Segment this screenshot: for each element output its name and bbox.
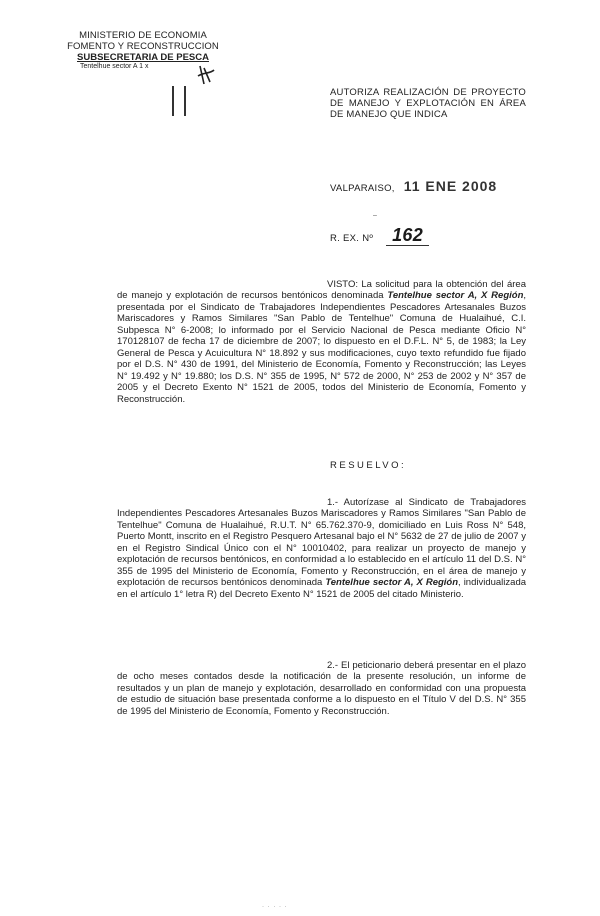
resolution-number [330, 225, 429, 246]
reference-note: Tentelhue sector A 1 x [80, 63, 149, 70]
tick-mark: – [373, 212, 377, 219]
resolution-1-tail: , individualizada en el artículo 1° letra R) del Decreto Exento N° 1521 de 2005 del citado Ministerio. [117, 577, 527, 600]
resolution-1 [117, 497, 526, 600]
resolution-1-area-name: Tentelhue sector A, X Región [325, 577, 459, 589]
subject-block: AUTORIZA REALIZACIÓN DE PROYECTO DE MANEJO Y EXPLOTACIÓN EN ÁREA DE MANEJO QUE INDICA [330, 87, 526, 120]
ministry-name: MINISTERIO DE ECONOMIA [79, 30, 207, 41]
visto-body: , presentada por el Sindicato de Trabajadores Independientes Pescadores Artesanales Buzos Mariscadores y Ramos Similares "San Pablo de Tentelhue" Comuna de Hualaihué, C.I. Subpesca N° 6-2008; lo informado por el Servicio Nacional de Pesca mediante Oficio N° 170128107 de fecha 17 de diciembre de 2007; lo dispuesto en el D.F.L. N° 5, de 1983; la Ley General de Pesca y Acuicultura N° 18.892 y sus modificaciones, cuyo texto refundido fue fijado por el D.S. N° 430 de 1991, del Ministerio de Economía, Fomento y Reconstrucción; las Leyes N° 19.492 y N° 19.880; los D.S. N° 355 de 1995, N° 572 de 2000, N° 253 de 2002 y N° 357 de 2005 y el Decreto Exento N° 1521 de 2005, todos del Ministerio de Economía, Fomento y Reconstrucción. [117, 290, 527, 405]
resuelvo-heading: RESUELVO: [330, 460, 407, 471]
resolution-2-text: 2.- El peticionario deberá presentar en el plazo de ocho meses contados desde la notificación de la presente resolución, un informe de resultados y un plan de manejo y explotación, desarrollado en conformidad con una propuesta de estudio de situación base presentada conforme a lo dispuesto en el Título V del D.S. N° 355 de 1995 del Ministerio de Economía, Fomento y Reconstrucción. [117, 660, 526, 717]
footer-mark: · · · · · [262, 904, 288, 910]
visto-paragraph [117, 279, 526, 405]
ministry-name-line2: FOMENTO Y RECONSTRUCCION [67, 41, 219, 52]
date-stamp: 11 ENE 2008 [403, 178, 498, 194]
rex-label: R. EX. Nº [330, 233, 374, 244]
visto-area-name: Tentelhue sector A, X Región [387, 290, 524, 302]
resolution-1-lead: 1.- Autorízase al Sindicato de Trabajadores Independientes Pescadores Artesanales Buzos Mariscadores y Ramos Similares "San Pablo de Tentelhue" Comuna de Hualaihué, R.U.T. N° 65.762.370-9, domiciliado en Luis Ross N° 548, Puerto Montt, inscrito en el Registro Pesquero Artesanal bajo el N° 5632 de 27 de julio de 2007 y en el Registro Sindical Único con el N° 10010402, para realizar un proyecto de manejo y explotación de recursos bentónicos, en conformidad a lo establecido en el artículo 11 del D.S. N° 355 de 1995 del Ministerio de Economía, Fomento y Reconstrucción, en el área de manejo y explotación de recursos bentónicos denominada [117, 497, 526, 589]
visto-lead: VISTO: La solicitud para la obtención del área de manejo y explotación de recursos bentónicos denominada [117, 279, 526, 302]
rex-number: 162 [386, 225, 429, 246]
subsecretaria-name: SUBSECRETARIA DE PESCA [77, 52, 209, 63]
stamp-bars [170, 86, 200, 120]
place-date [330, 178, 497, 194]
place-label: VALPARAISO, [330, 183, 395, 194]
resolution-2 [117, 660, 526, 717]
